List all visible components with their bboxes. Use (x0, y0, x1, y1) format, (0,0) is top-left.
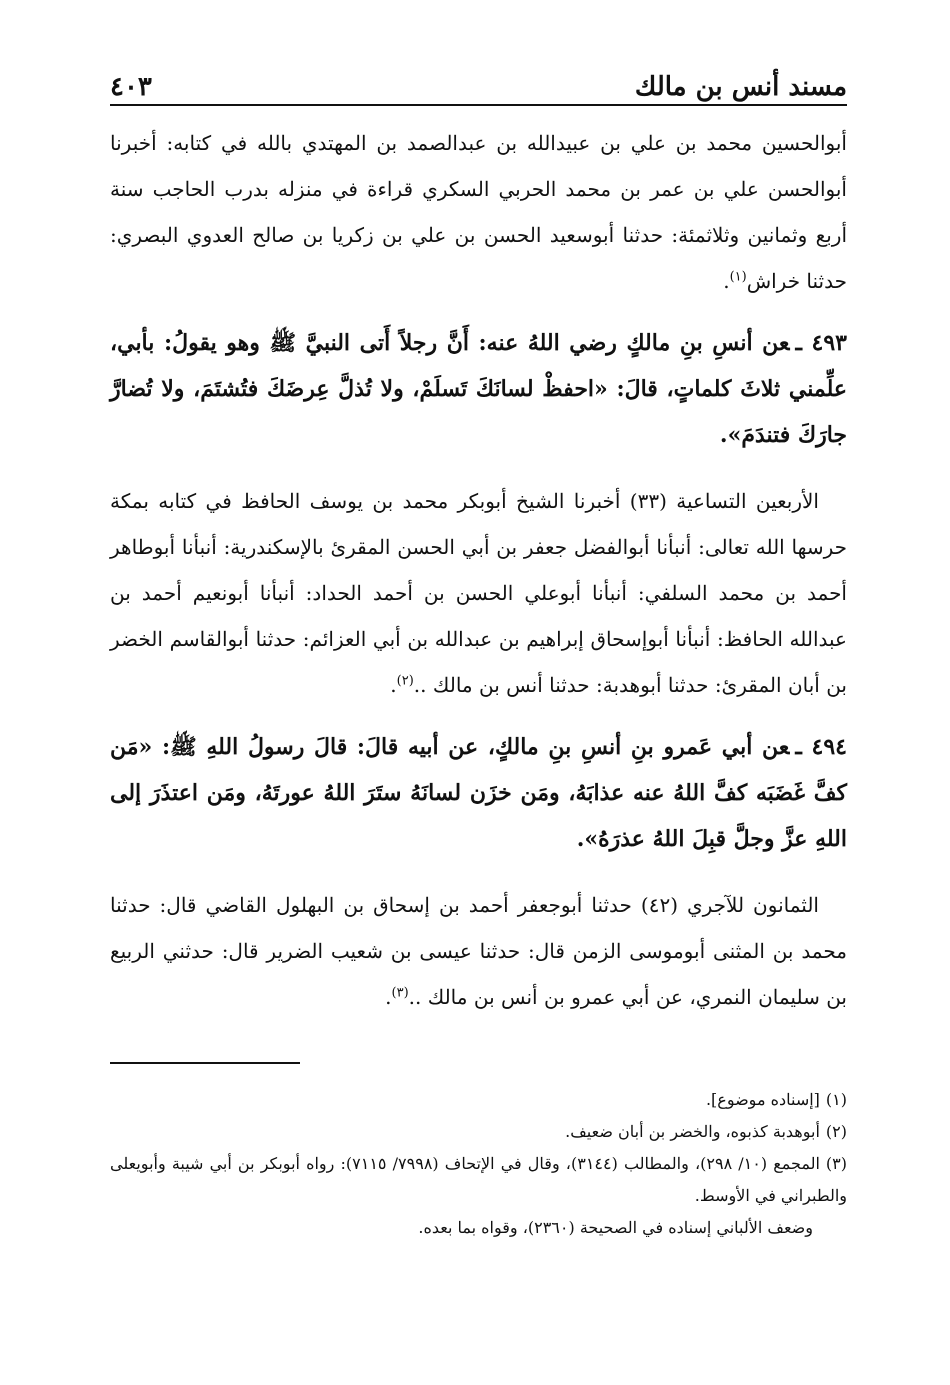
hadith-493 (110, 320, 847, 458)
hadith-number: ٤٩٤ ـ (795, 734, 847, 760)
footnote-2: (٢)أبوهدبة كذبوه، والخضر بن أبان ضعيف. (565, 1122, 847, 1141)
hadith-494 (110, 724, 847, 862)
hadith-text: عن أبي عَمرو بنِ أنسِ بنِ مالكٍ، عن أبيه قالَ: قالَ رسولُ اللهِ ﷺ: «مَن كفَّ غَضَبَه كفَّ اللهُ عنه عذابَهُ، ومَن خزَن لسانَهُ ستَرَ اللهُ عورتَهُ، ومَن اعتذَرَ إلى اللهِ عزَّ وجلَّ قبِلَ اللهُ عذرَهُ». (110, 734, 847, 852)
footnote-ref-3: (٣) (391, 985, 409, 1001)
footnote-3: (٣)المجمع (١٠/ ٢٩٨)، والمطالب (٣١٤٤)، وقال في الإتحاف (٧٩٩٨/ ٧١١٥): رواه أبوبكر بن أبي شيبة وأبويعلى والطبراني في الأوسط. (110, 1154, 847, 1205)
isnad-paragraph-3: الثمانون للآجري (٤٢) حدثنا أبوجعفر أحمد بن إسحاق بن البهلول القاضي قال: حدثنا محمد بن المثنى أبوموسى الزمن قال: حدثنا عيسى بن شعيب الضرير قال: حدثني الربيع بن سليمان النمري، عن أبي عمرو بن أنس بن مالك ..$^{(٣)}$. (110, 893, 847, 1009)
hadith-number: ٤٩٣ ـ (795, 330, 847, 356)
page-number: ٤٠٣ (110, 72, 152, 102)
header-rule (110, 104, 847, 106)
footnote-ref-2: (٢) (396, 673, 414, 689)
footnote-ref-1: (١) (729, 269, 747, 285)
footnote-3-continuation: وضعف الألباني إسناده في الصحيحة (٢٣٦٠)، وقواه بما بعده. (418, 1218, 813, 1237)
book-page (110, 60, 847, 1244)
isnad-paragraph-1: أبوالحسين محمد بن علي بن عبيدالله بن عبدالصمد بن المهتدي بالله في كتابه: أخبرنا أبوالحسن علي بن عمر بن محمد الحربي السكري قراءة في منزله بدرب الحاجب سنة أربع وثمانين وثلاثمئة: حدثنا أبوسعيد الحسن بن علي بن زكريا بن صالح العدوي البصري: حدثنا خراش$^{(١)}$. (110, 131, 847, 293)
footnotes (110, 1084, 847, 1244)
running-title: مسند أنس بن مالك (634, 72, 847, 102)
isnad-paragraph-2: الأربعين التساعية (٣٣) أخبرنا الشيخ أبوبكر محمد بن يوسف الحافظ في كتابه بمكة حرسها الله تعالى: أنبأنا أبوالفضل جعفر بن أبي الحسن المقرئ بالإسكندرية: أنبأنا أبوطاهر أحمد بن محمد السلفي: أنبأنا أبوعلي الحسن بن أحمد الحداد: أنبأنا أبونعيم أحمد بن عبدالله الحافظ: أنبأنا أبوإسحاق إبراهيم بن عبدالله بن أبي العزائم: حدثنا أبوالقاسم الخضر بن أبان المقرئ: حدثنا أبوهدبة: حدثنا أنس بن مالك ..$^{(٢)}$. (110, 489, 847, 697)
page-header (110, 60, 847, 102)
hadith-text: عن أنسِ بنِ مالكٍ رضي اللهُ عنه: أَنَّ رجلاً أَتى النبيَّ ﷺ وهو يقولُ: بأبي، علِّمني ثلاثَ كلماتٍ، قالَ: «احفظْ لسانَكَ تَسلَمْ، ولا تُذلَّ عِرضَكَ فتُشتَمَ، ولا تُضارَّ جارَكَ فتندَمَ». (110, 330, 847, 448)
footnote-1: (١)[إسناده موضوع]. (705, 1090, 847, 1109)
footnote-separator (110, 1062, 300, 1064)
